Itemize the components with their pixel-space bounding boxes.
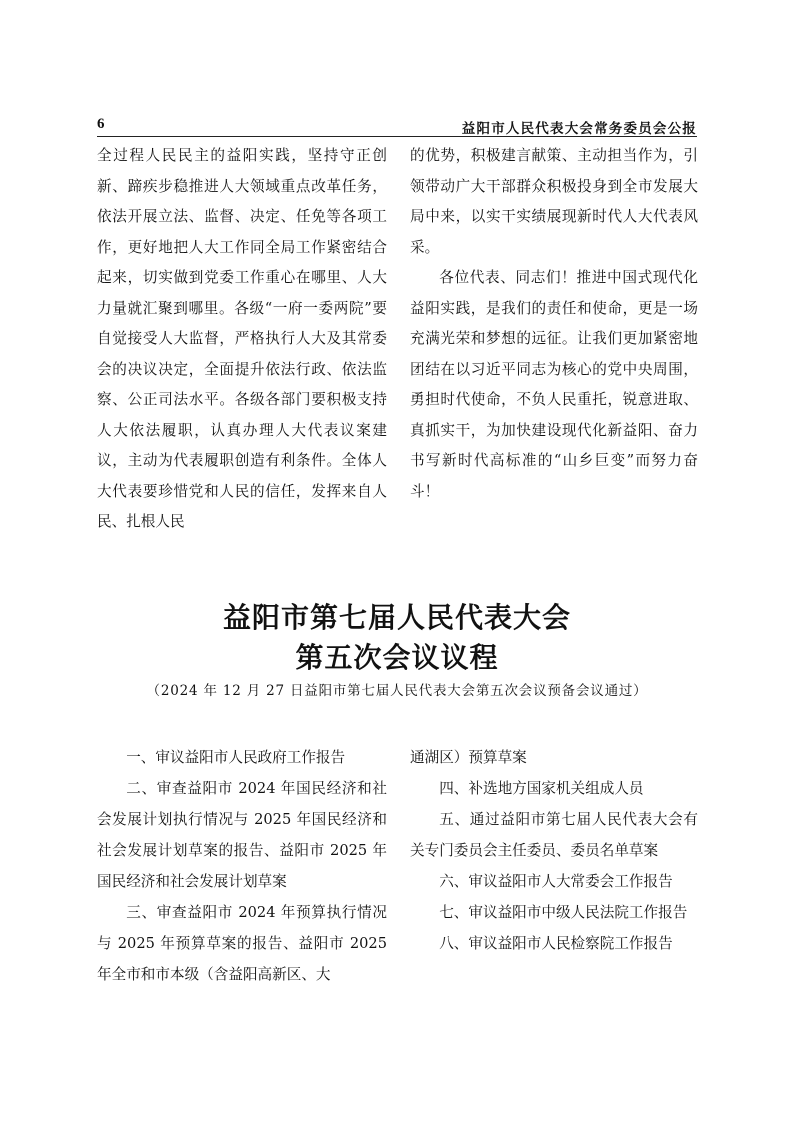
- agenda-item-continuation: 通湖区）预算草案: [410, 749, 527, 766]
- agenda-title-line-2: 第五次会议议程: [295, 641, 499, 674]
- agenda-subtitle: （2024 年 12 月 27 日益阳市第七届人民代表大会第五次会议预备会议通过）: [146, 683, 648, 699]
- agenda-item: 八、审议益阳市人民检察院工作报告: [439, 935, 673, 952]
- agenda-title-block: [97, 598, 697, 702]
- page-header: [97, 112, 697, 137]
- agenda-title-line-1: 益阳市第七届人民代表大会: [222, 601, 571, 634]
- journal-title: 益阳市人民代表大会常务委员会公报: [461, 121, 697, 137]
- paragraph-continuation-right: 的优势，积极建言献策、主动担当作为，引领带动广大干部群众积极投身到全市发展大局中来，以实干实绩展现新时代人大代表风采。: [410, 147, 698, 256]
- left-column-top: [97, 141, 387, 538]
- agenda-item: 六、审议益阳市人大常委会工作报告: [439, 873, 673, 890]
- agenda-left-column: [97, 742, 387, 990]
- agenda-item: 二、审查益阳市 2024 年国民经济和社会发展计划执行情况与 2025 年国民经济和社会发展计划草案的报告、益阳市 2025 年国民经济和社会发展计划草案: [97, 780, 387, 890]
- agenda-right-column: [410, 742, 698, 959]
- agenda-item: 一、审议益阳市人民政府工作报告: [126, 749, 346, 766]
- agenda-item: 四、补选地方国家机关组成人员: [439, 780, 644, 797]
- agenda-item: 三、审查益阳市 2024 年预算执行情况与 2025 年预算草案的报告、益阳市 2025 年全市和市本级（含益阳高新区、大: [97, 904, 387, 983]
- paragraph-continuation: 全过程人民民主的益阳实践，坚持守正创新、蹄疾步稳推进人大领域重点改革任务，依法开展立法、监督、决定、任免等各项工作，更好地把人大工作同全局工作紧密结合起来，切实做到党委工作重心在哪里、人大力量就汇聚到哪里。各级“一府一委两院”要自觉接受人大监督，严格执行人大及其常委会的决议决定，全面提升依法行政、依法监察、公正司法水平。各级各部门要积极支持人大依法履职，认真办理人大代表议案建议，主动为代表履职创造有利条件。全体人大代表要珍惜党和人民的信任，发挥来自人民、扎根人民: [97, 147, 387, 530]
- right-column-top: [410, 141, 698, 507]
- agenda-item: 七、审议益阳市中级人民法院工作报告: [439, 904, 688, 921]
- agenda-item: 五、通过益阳市第七届人民代表大会有关专门委员会主任委员、委员名单草案: [410, 811, 698, 859]
- closing-paragraph: 各位代表、同志们！推进中国式现代化益阳实践，是我们的责任和使命，更是一场充满光荣和梦想的远征。让我们更加紧密地团结在以习近平同志为核心的党中央周围，勇担时代使命，不负人民重托，锐意进取、真抓实干，为加快建设现代化新益阳、奋力书写新时代高标准的“山乡巨变”而努力奋斗！: [410, 269, 698, 500]
- page-number: 6: [97, 116, 105, 132]
